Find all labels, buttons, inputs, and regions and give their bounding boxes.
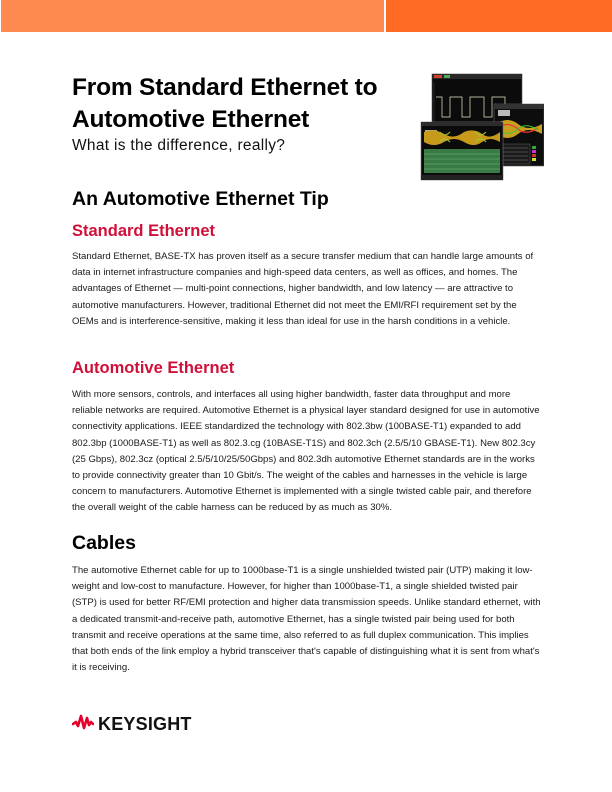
section-heading-tip: An Automotive Ethernet Tip bbox=[72, 188, 329, 210]
hero-oscilloscope-image bbox=[420, 72, 544, 182]
page-subtitle: What is the difference, really? bbox=[72, 137, 286, 154]
keysight-logo bbox=[72, 713, 192, 736]
keysight-wordmark: KEYSIGHT bbox=[98, 714, 192, 734]
header-bar bbox=[0, 0, 612, 32]
paragraph-cables: The automotive Ethernet cable for up to 1000base-T1 is a single unshielded twisted pair (UTP) making it low-weight and low-cost to manufacture. However, for higher than 1000base-T1, a single shielded twisted pair (STP) is used for better RF/EMI protection and higher data transmission speeds. Unlike standard ethernet, with a dedicated transmit-and-receive path, automotive Ethernet, has a single twisted pair being used for both transmit and receive operations at the same time, also referred to as full duplex communication. This implies that both ends of the link employ a hybrid transceiver that's capable of distinguishing what it is sent from what's it is receiving. bbox=[72, 565, 541, 674]
heading-automotive-ethernet: Automotive Ethernet bbox=[72, 359, 235, 377]
header-bar-left bbox=[1, 0, 384, 32]
paragraph-automotive-ethernet: With more sensors, controls, and interfaces all using higher bandwidth, faster data throughput and more reliable networks are required. Automotive Ethernet is a physical layer standard designed for use in automotive connectivity applications. IEEE standardized the technology with 802.3bw (100BASE-T1) expanded to add 802.3bp (1000BASE-T1) as well as 802.3.cg (10BASE-T1S) and 802.3ch (2.5/5/10 GBASE-T1). New 802.3cy (25 Gbps), 802.3cz (optical 2.5/5/10/25/50Gbps) and 802.3dh automotive Ethernet standards are in the works to provide connectivity greater than 10 Gbit/s. The weight of the cables and harnesses in the vehicle is large concern to manufacturers. Automotive Ethernet is implemented with a single twisted cable pair, and therefore the overall weight of the cable harness can be reduced by as much as 30%. bbox=[72, 389, 540, 514]
paragraph-standard-ethernet: Standard Ethernet, BASE-TX has proven itself as a secure transfer medium that can handle large amounts of data in internet infrastructure companies and high-speed data centers, as well as offices, and homes. The advantages of Ethernet — multi-point connections, higher bandwidth, and low latency — are attractive to automotive manufacturers. However, traditional Ethernet did not meet the EMI/RFI requirement set by the OEMs and is interference-sensitive, making it less than ideal for use in the harsh conditions in a vehicle. bbox=[72, 251, 534, 327]
title-line-2: Automotive Ethernet bbox=[72, 106, 310, 133]
keysight-wave-icon bbox=[72, 713, 94, 736]
header-bar-right bbox=[386, 0, 612, 32]
heading-cables: Cables bbox=[72, 532, 136, 554]
title-line-1: From Standard Ethernet to bbox=[72, 74, 378, 101]
heading-standard-ethernet: Standard Ethernet bbox=[72, 222, 216, 240]
page-title bbox=[72, 72, 377, 136]
